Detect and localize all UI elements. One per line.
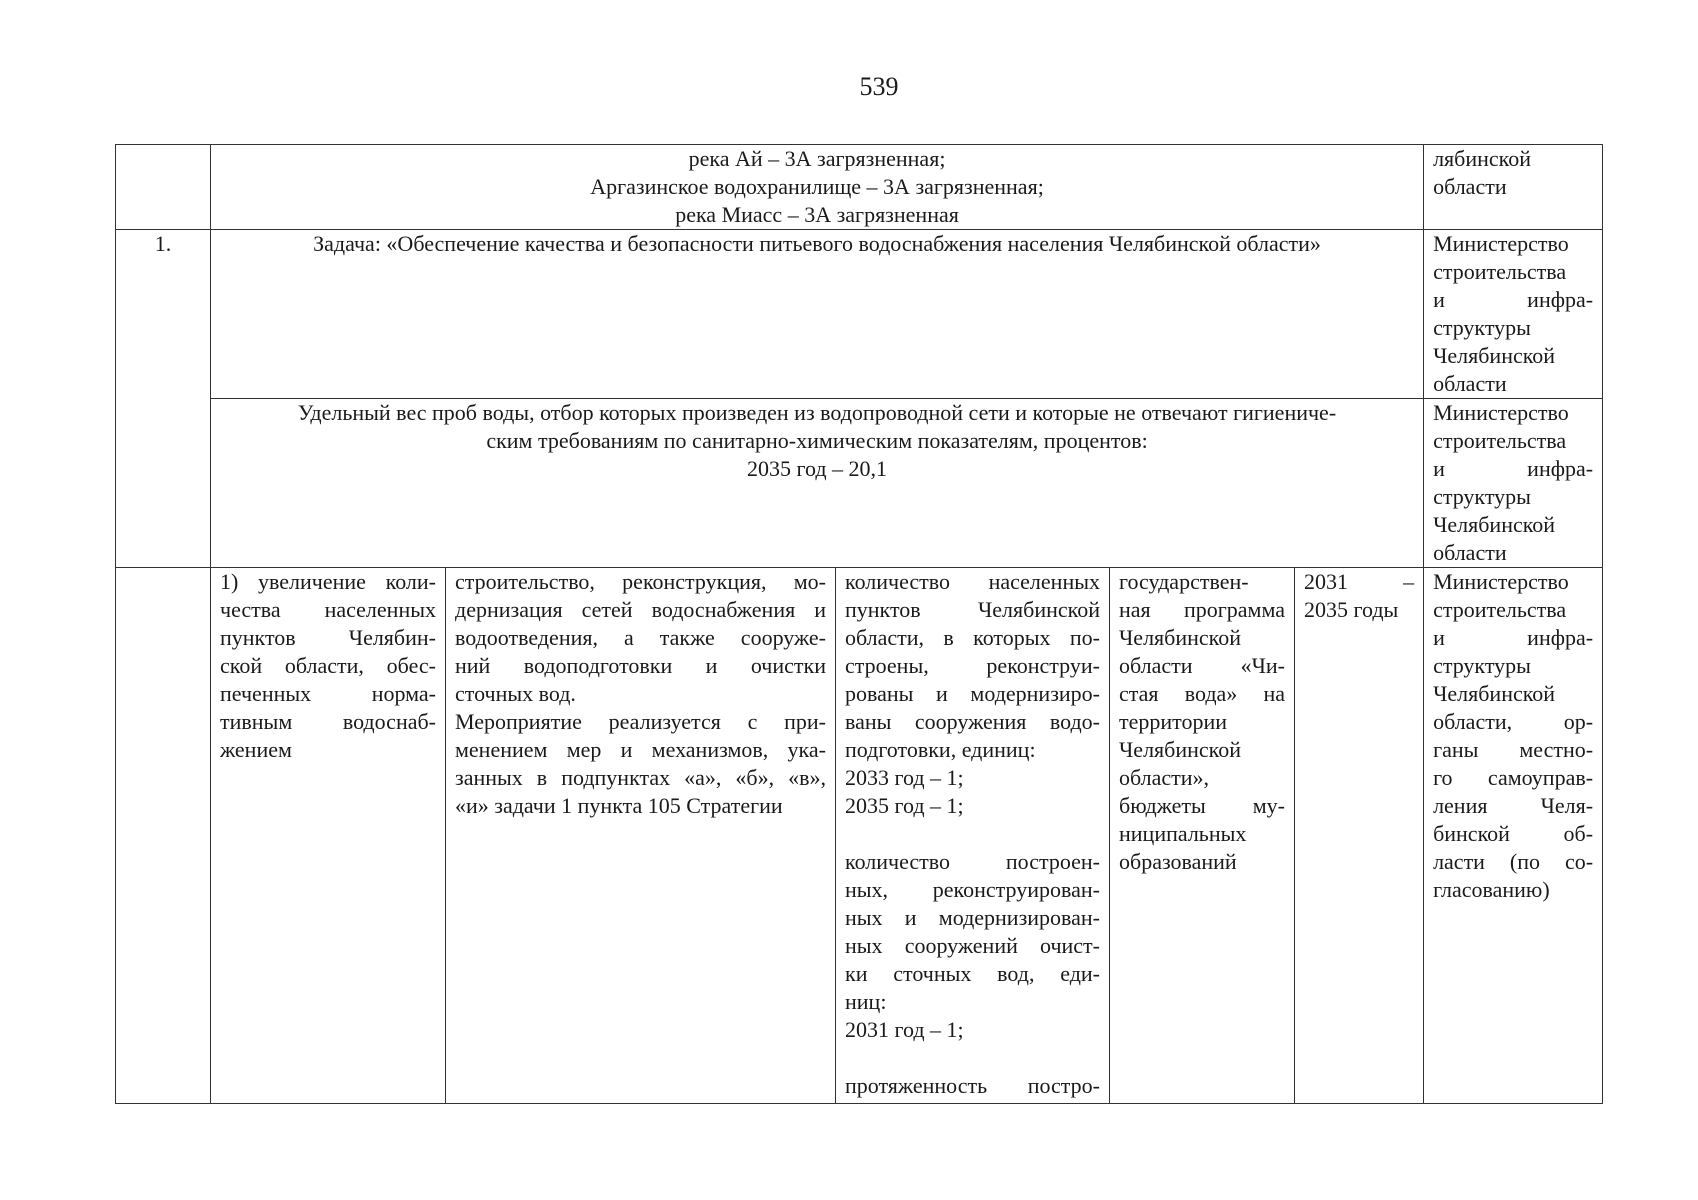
text-line: водоотведения, а также сооруже- bbox=[455, 625, 826, 650]
text-line: занных в подпунктах «а», «б», «в», bbox=[455, 765, 826, 790]
pollution-cell bbox=[211, 145, 1424, 230]
table-row-indicator bbox=[116, 399, 1603, 568]
text-line: ных сооружений очист- bbox=[845, 933, 1100, 958]
text-line: Министерство bbox=[1433, 569, 1569, 594]
cell-empty bbox=[116, 145, 211, 230]
text-line: области, в которых по- bbox=[845, 625, 1100, 650]
text-line: области», bbox=[1119, 765, 1210, 790]
text-line: области «Чи- bbox=[1119, 653, 1285, 678]
text-line: Челябинской bbox=[1119, 737, 1242, 762]
text-line: 2035 годы bbox=[1304, 597, 1399, 622]
text-line: ваны сооружения водо- bbox=[845, 709, 1100, 734]
text-line: ским требованиям по санитарно-химическим показателям, процентов: bbox=[486, 428, 1148, 453]
text-line: ных, реконструирован- bbox=[845, 877, 1100, 902]
text-line: гласованию) bbox=[1433, 877, 1550, 902]
task-title: Задача: «Обеспечение качества и безопасности питьевого водоснабжения населения Челябинской области» bbox=[211, 230, 1424, 399]
text-line: ная программа bbox=[1119, 597, 1285, 622]
spacer bbox=[845, 1044, 1100, 1072]
text-line: рованы и модернизиро- bbox=[845, 681, 1100, 706]
text-line: Челябинской bbox=[1433, 681, 1556, 706]
text-line: 2033 год – 1; bbox=[845, 765, 964, 790]
responsible-cell bbox=[1424, 568, 1603, 1104]
source-cell bbox=[1110, 568, 1295, 1104]
text-line: области bbox=[1433, 371, 1507, 396]
responsible-cell bbox=[1424, 399, 1603, 568]
text-line: ласти (по со- bbox=[1433, 849, 1594, 874]
indicator-cell bbox=[211, 399, 1424, 568]
text-line: и инфра- bbox=[1433, 287, 1594, 312]
table-row-top bbox=[116, 145, 1603, 230]
text-line: строительства bbox=[1433, 597, 1567, 622]
text-line: менением мер и механизмов, ука- bbox=[455, 737, 826, 762]
text-line: тивным водоснаб- bbox=[220, 709, 436, 734]
text-line: ской области, обес- bbox=[220, 653, 436, 678]
responsible-cell bbox=[1424, 145, 1603, 230]
text-line: Челябинской bbox=[1433, 343, 1556, 368]
text-line: 2035 год – 1; bbox=[845, 793, 964, 818]
text-line: строительство, реконструкция, мо- bbox=[455, 569, 826, 594]
text-line: количество населенных bbox=[845, 569, 1100, 594]
text-line: структуры bbox=[1433, 315, 1531, 340]
action-cell bbox=[446, 568, 836, 1104]
text-line: ний водоподготовки и очистки bbox=[455, 653, 826, 678]
text-line: и инфра- bbox=[1433, 456, 1594, 481]
text-line: территории bbox=[1119, 709, 1228, 734]
cell-empty bbox=[116, 568, 211, 1104]
text-line: Министерство bbox=[1433, 231, 1569, 256]
text-line: области, ор- bbox=[1433, 709, 1594, 734]
text-line: ниципальных bbox=[1119, 821, 1247, 846]
text-line: структуры bbox=[1433, 653, 1531, 678]
text-line: ных и модернизирован- bbox=[845, 905, 1100, 930]
text-line: река Ай – 3А загрязненная; bbox=[688, 146, 946, 171]
period-cell bbox=[1295, 568, 1424, 1104]
text-line: дернизация сетей водоснабжения и bbox=[455, 597, 826, 622]
text-line: протяженность постро- bbox=[845, 1073, 1100, 1098]
text-line: 2031 – bbox=[1304, 569, 1415, 594]
text-line: бинской об- bbox=[1433, 821, 1594, 846]
text-line: и инфра- bbox=[1433, 625, 1594, 650]
spacer bbox=[845, 820, 1100, 848]
text-line: го самоуправ- bbox=[1433, 765, 1594, 790]
text-line: области bbox=[1433, 540, 1507, 565]
text-line: чества населенных bbox=[220, 597, 436, 622]
text-line: река Миасс – 3А загрязненная bbox=[675, 202, 959, 227]
text-line: 2031 год – 1; bbox=[845, 1017, 964, 1042]
text-line: Челябинской bbox=[1433, 512, 1556, 537]
text-line: образований bbox=[1119, 849, 1237, 874]
text-line: Удельный вес проб воды, отбор которых произведен из водопроводной сети и которые не отвечают гигиениче- bbox=[297, 400, 1337, 425]
table-row-measure bbox=[116, 568, 1603, 1104]
text-line: стая вода» на bbox=[1119, 681, 1285, 706]
text-line: 2035 год – 20,1 bbox=[747, 456, 888, 481]
text-line: Аргазинское водохранилище – 3А загрязненная; bbox=[590, 174, 1044, 199]
text-line: ления Челя- bbox=[1433, 793, 1594, 818]
text-line: строены, реконструи- bbox=[845, 653, 1100, 678]
result-cell bbox=[836, 568, 1110, 1104]
text-line: пунктов Челябинской bbox=[845, 597, 1100, 622]
text-line: количество построен- bbox=[845, 849, 1100, 874]
text-line: «и» задачи 1 пункта 105 Стратегии bbox=[455, 793, 783, 818]
text-line: строительства bbox=[1433, 259, 1567, 284]
text-line: Министерство bbox=[1433, 400, 1569, 425]
text-line: пунктов Челябин- bbox=[220, 625, 436, 650]
table-row-task bbox=[116, 230, 1603, 399]
text-line: Челябинской bbox=[1119, 625, 1242, 650]
responsible-cell bbox=[1424, 230, 1603, 399]
text-line: подготовки, единиц: bbox=[845, 737, 1036, 762]
text-line: Мероприятие реализуется с при- bbox=[455, 709, 826, 734]
text-line: ниц: bbox=[845, 989, 887, 1014]
page-number: 539 bbox=[859, 72, 899, 101]
document-table bbox=[115, 144, 1603, 1104]
text-line: бюджеты му- bbox=[1119, 793, 1285, 818]
task-number: 1. bbox=[116, 230, 211, 568]
text-line: ки сточных вод, еди- bbox=[845, 961, 1100, 986]
text-line: жением bbox=[220, 737, 292, 762]
text-line: лябинской bbox=[1433, 146, 1532, 171]
text-line: сточных вод. bbox=[455, 681, 576, 706]
text-line: структуры bbox=[1433, 484, 1531, 509]
goal-cell bbox=[211, 568, 446, 1104]
text-line: строительства bbox=[1433, 428, 1567, 453]
text-line: 1) увеличение коли- bbox=[220, 569, 436, 594]
text-line: области bbox=[1433, 174, 1507, 199]
text-line: ганы местно- bbox=[1433, 737, 1594, 762]
text-line: печенных норма- bbox=[220, 681, 436, 706]
text-line: государствен- bbox=[1119, 569, 1249, 594]
